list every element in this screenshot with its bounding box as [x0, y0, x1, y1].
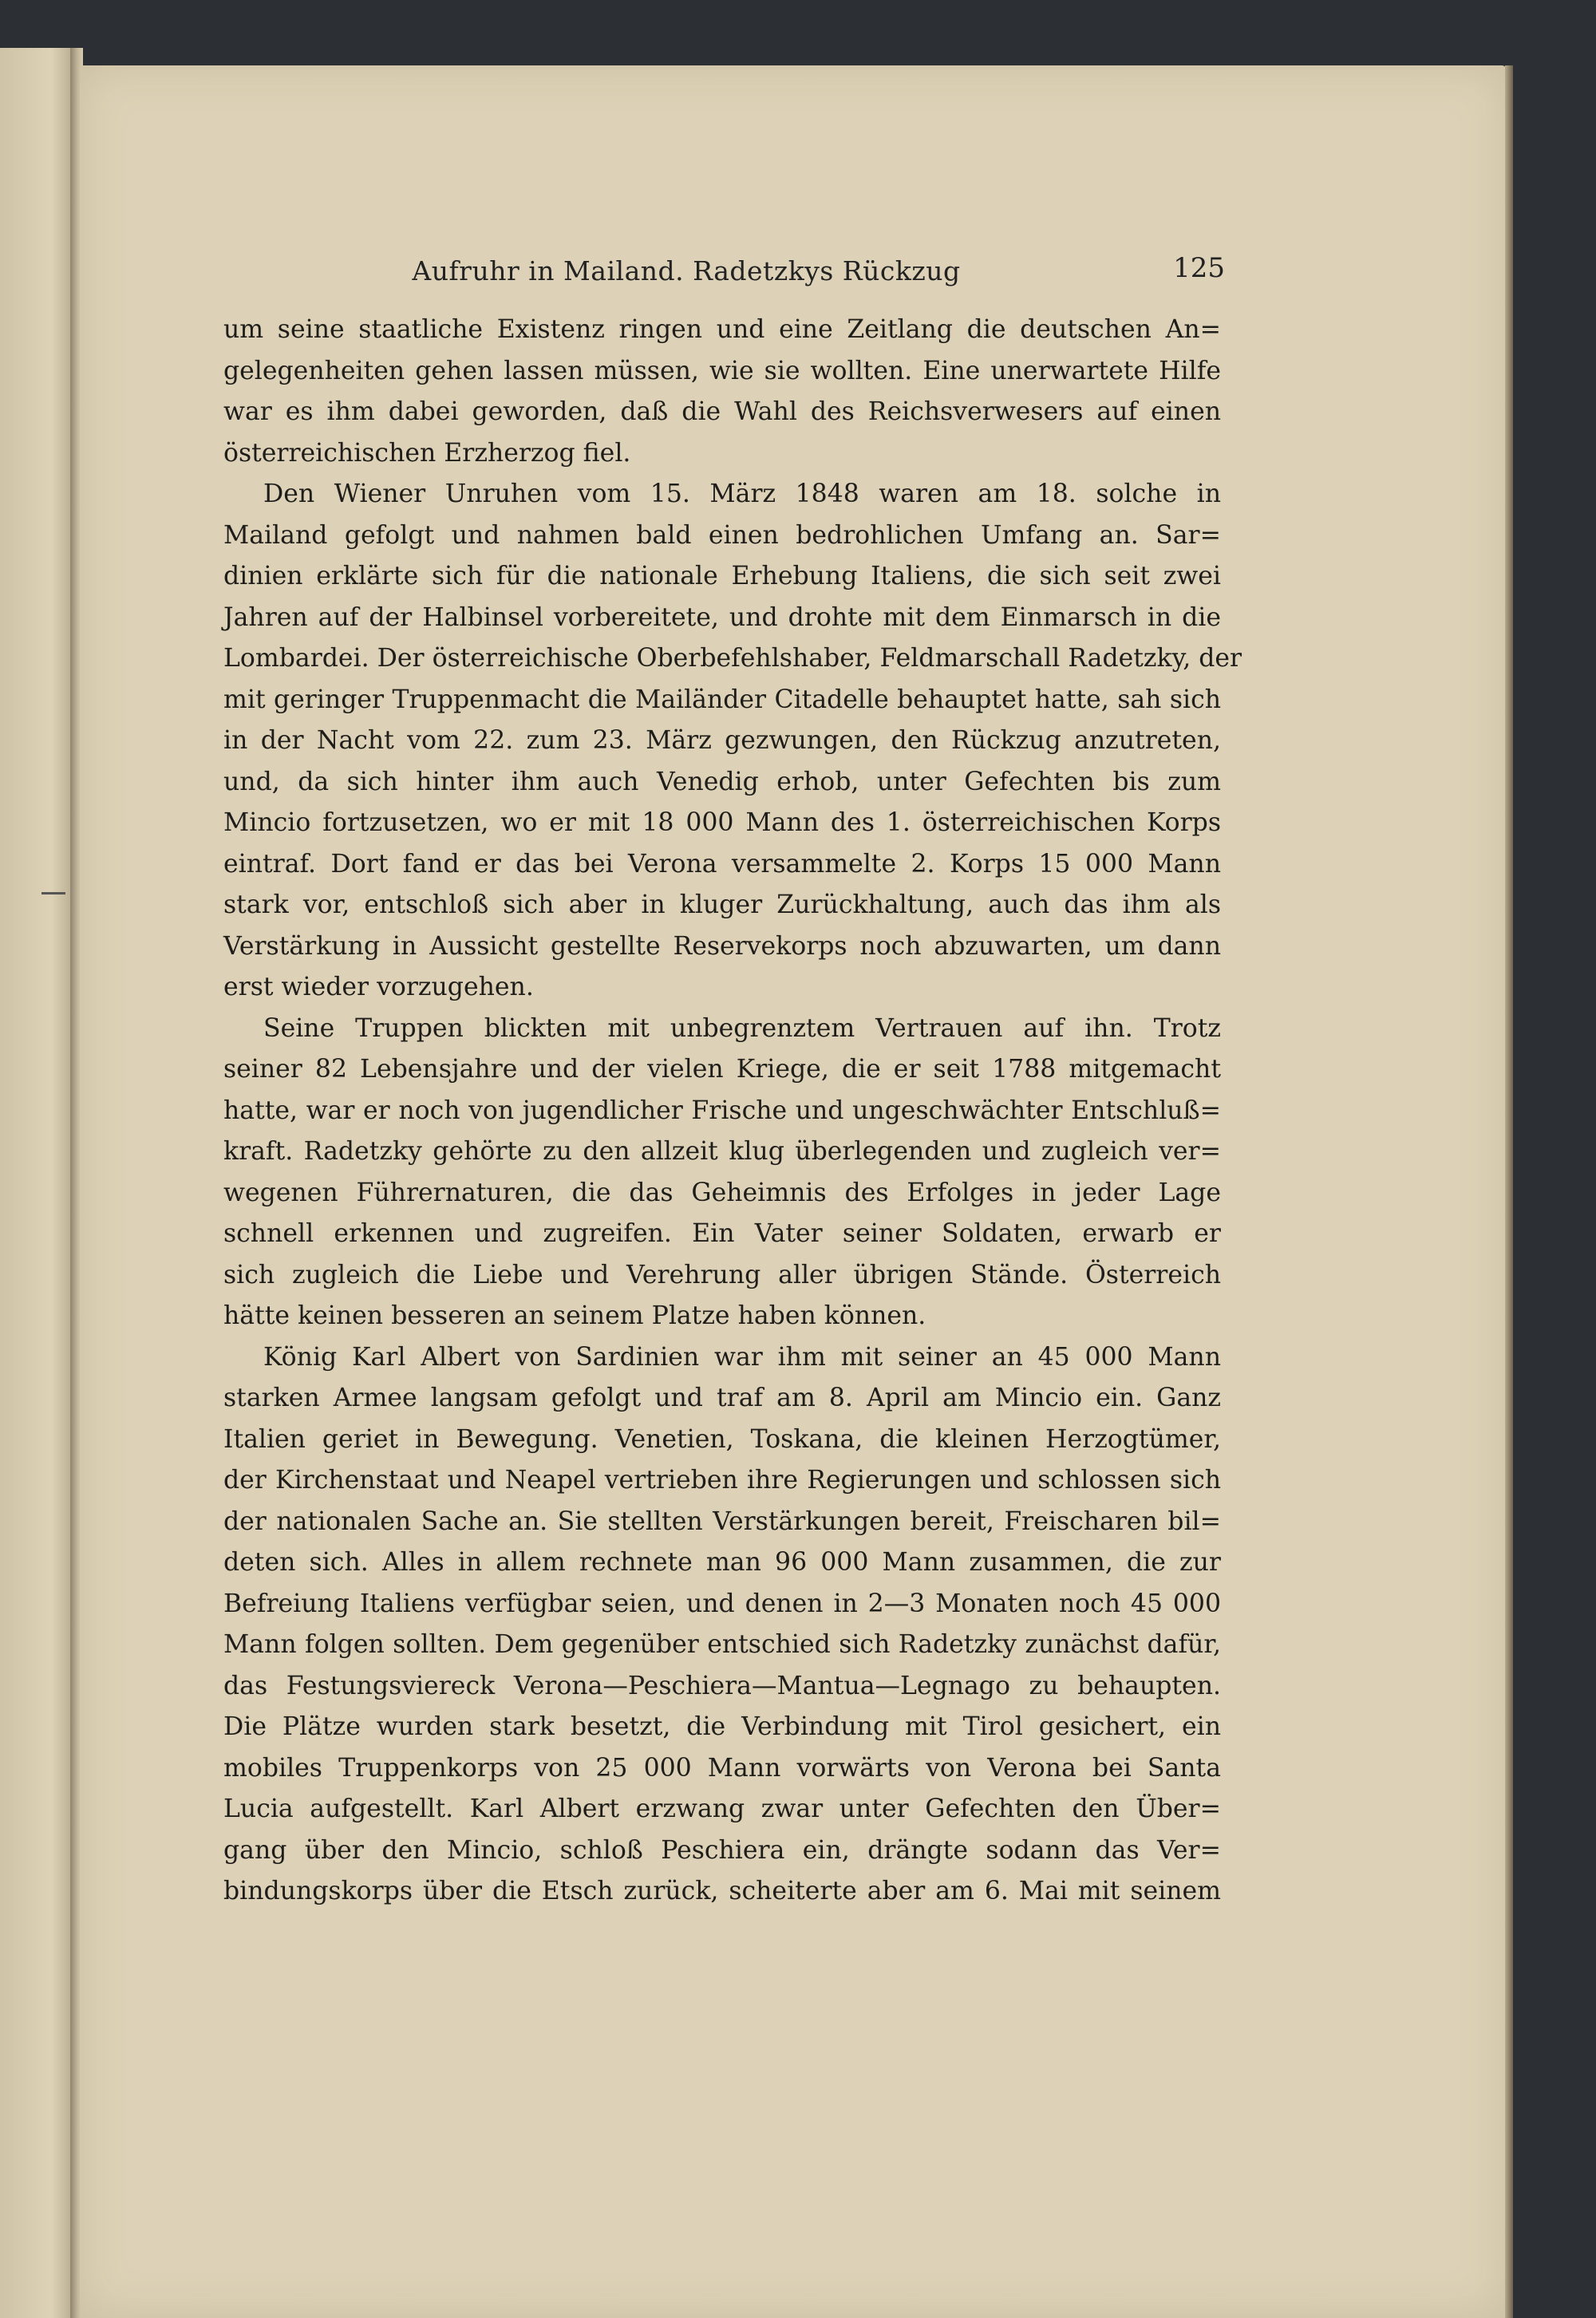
page-number: 125	[1173, 252, 1225, 284]
text-line: der Kirchenstaat und Neapel vertrieben ihre Regierungen und schlossen sich	[223, 1466, 1221, 1495]
text-line: dinien erklärte sich für die nationale Erhebung Italiens, die sich seit zwei	[223, 562, 1221, 590]
text-line: Die Plätze wurden stark besetzt, die Verbindung mit Tirol gesichert, ein	[223, 1712, 1221, 1741]
text-line: Lucia aufgestellt. Karl Albert erzwang zwar unter Gefechten den Über=	[223, 1795, 1221, 1823]
text-line: Seine Truppen blickten mit unbegrenztem Vertrauen auf ihn. Trotz	[263, 1013, 1221, 1043]
text-line: hätte keinen besseren an seinem Platze haben können.	[223, 1301, 926, 1330]
margin-mark	[41, 892, 65, 894]
text-line: kraft. Radetzky gehörte zu den allzeit klug überlegenden und zugleich ver=	[223, 1137, 1221, 1166]
text-line: um seine staatliche Existenz ringen und eine Zeitlang die deutschen An=	[223, 315, 1221, 344]
text-line: und, da sich hinter ihm auch Venedig erhob, unter Gefechten bis zum	[223, 767, 1221, 796]
text-line: österreichischen Erzherzog fiel.	[223, 438, 631, 468]
text-line: deten sich. Alles in allem rechnete man 96 000 Mann zusammen, die zur	[223, 1548, 1221, 1577]
text-line: in der Nacht vom 22. zum 23. März gezwungen, den Rückzug anzutreten,	[223, 726, 1221, 755]
text-line: stark vor, entschloß sich aber in kluger Zurückhaltung, auch das ihm als	[223, 890, 1221, 919]
text-line: erst wieder vorzugehen.	[223, 973, 534, 1001]
text-line: starken Armee langsam gefolgt und traf am 8. April am Mincio ein. Ganz	[223, 1384, 1221, 1412]
facing-page	[0, 48, 73, 2318]
text-line: wegenen Führernaturen, die das Geheimnis des Erfolges in jeder Lage	[223, 1178, 1221, 1207]
text-line: hatte, war er noch von jugendlicher Frische und ungeschwächter Entschluß=	[223, 1096, 1221, 1125]
page-edge	[1505, 65, 1513, 2318]
running-head: Aufruhr in Mailand. Radetzkys Rückzug	[412, 255, 961, 286]
text-line: Mailand gefolgt und nahmen bald einen bedrohlichen Umfang an. Sar=	[223, 520, 1221, 550]
text-line: mit geringer Truppenmacht die Mailänder Citadelle behauptet hatte, sah sich	[223, 685, 1221, 714]
text-line: seiner 82 Lebensjahre und der vielen Kriege, die er seit 1788 mitgemacht	[223, 1055, 1221, 1084]
text-line: das Festungsviereck Verona—Peschiera—Mantua—Legnago zu behaupten.	[223, 1671, 1221, 1700]
text-line: eintraf. Dort fand er das bei Verona versammelte 2. Korps 15 000 Mann	[223, 849, 1221, 879]
text-line: Italien geriet in Bewegung. Venetien, Toskana, die kleinen Herzogtümer,	[223, 1424, 1221, 1454]
text-line: schnell erkennen und zugreifen. Ein Vater seiner Soldaten, erwarb er	[223, 1219, 1221, 1248]
text-line: Lombardei. Der österreichische Oberbefehlshaber, Feldmarschall Radetzky, der	[223, 644, 1242, 673]
text-line: Den Wiener Unruhen vom 15. März 1848 waren am 18. solche in	[263, 480, 1221, 508]
text-line: der nationalen Sache an. Sie stellten Verstärkungen bereit, Freischaren bil=	[223, 1507, 1221, 1536]
text-line: sich zugleich die Liebe und Verehrung aller übrigen Stände. Österreich	[223, 1260, 1221, 1289]
text-line: Mincio fortzusetzen, wo er mit 18 000 Mann des 1. österreichischen Korps	[223, 808, 1221, 837]
text-line: Jahren auf der Halbinsel vorbereitete, und drohte mit dem Einmarsch in die	[223, 602, 1221, 632]
text-line: Verstärkung in Aussicht gestellte Reservekorps noch abzuwarten, um dann	[223, 931, 1221, 961]
text-line: mobiles Truppenkorps von 25 000 Mann vorwärts von Verona bei Santa	[223, 1753, 1221, 1783]
text-line: bindungskorps über die Etsch zurück, scheiterte aber am 6. Mai mit seinem	[223, 1877, 1221, 1905]
text-line: Befreiung Italiens verfügbar seien, und denen in 2—3 Monaten noch 45 000	[223, 1589, 1221, 1618]
text-line: gang über den Mincio, schloß Peschiera ein, drängte sodann das Ver=	[223, 1835, 1221, 1865]
text-line: war es ihm dabei geworden, daß die Wahl des Reichsverwesers auf einen	[223, 397, 1221, 426]
text-line: Mann folgen sollten. Dem gegenüber entschied sich Radetzky zunächst dafür,	[223, 1630, 1221, 1659]
text-line: König Karl Albert von Sardinien war ihm mit seiner an 45 000 Mann	[263, 1342, 1221, 1372]
body-text	[223, 310, 1242, 1929]
text-line: gelegenheiten gehen lassen müssen, wie sie wollten. Eine unerwartete Hilfe	[223, 356, 1221, 385]
